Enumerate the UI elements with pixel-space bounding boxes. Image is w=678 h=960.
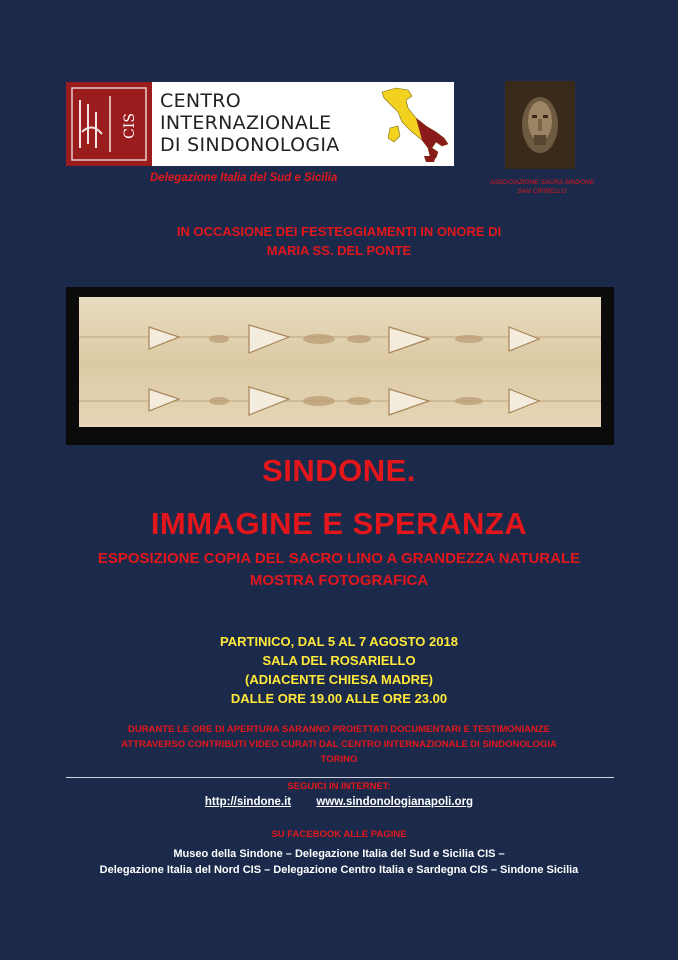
- shroud-face-graphic: [505, 81, 575, 169]
- event-venue: SALA DEL ROSARIELLO: [262, 653, 416, 668]
- exhibition-title-line-1: SINDONE.: [262, 453, 416, 488]
- notice-line-3: TORINO: [320, 754, 358, 765]
- association-label: [472, 178, 612, 196]
- event-venue-note: (ADIACENTE CHIESA MADRE): [244, 672, 434, 687]
- occasion-line-1: IN OCCASIONE DEI FESTEGGIAMENTI IN ONORE DI: [176, 224, 502, 239]
- occasion-text: [0, 222, 678, 260]
- exhibition-subtitle: [0, 548, 678, 592]
- event-date: PARTINICO, DAL 5 AL 7 AGOSTO 2018: [220, 634, 458, 649]
- event-details: [0, 632, 678, 708]
- sindonologianapoli-link[interactable]: www.sindonologianapoli.org: [316, 796, 474, 808]
- occasion-line-2: MARIA SS. DEL PONTE: [266, 243, 412, 258]
- follow-label: SEGUICI IN INTERNET:: [287, 781, 391, 792]
- association-line-2: SAN CIPIRELLO: [517, 188, 567, 195]
- cis-name-line-2: INTERNAZIONALE: [160, 112, 332, 134]
- cis-logo-banner: [66, 82, 454, 166]
- association-line-1: ASSOCIAZIONE SACRA SINDONE: [489, 179, 595, 186]
- facebook-pages-line-2: Delegazione Italia del Nord CIS – Delegazione Centro Italia e Sardegna CIS – Sindone Sicilia: [99, 864, 579, 876]
- cis-emblem-graphic: [66, 82, 152, 166]
- shroud-cloth-graphic: [79, 297, 601, 427]
- italy-map-icon: [378, 86, 454, 164]
- cis-name-line-1: CENTRO: [160, 90, 242, 112]
- delegation-subtitle: Delegazione Italia del Sud e Sicilia: [150, 172, 338, 184]
- screening-notice: [0, 722, 678, 767]
- cis-emblem-text: CIS: [122, 113, 138, 139]
- notice-line-2: ATTRAVERSO CONTRIBUTI VIDEO CURATI DAL CENTRO INTERNAZIONALE DI SINDONOLOGIA: [121, 739, 557, 750]
- subtitle-line-1: ESPOSIZIONE COPIA DEL SACRO LINO A GRANDEZZA NATURALE: [97, 550, 581, 567]
- notice-line-1: DURANTE LE ORE DI APERTURA SARANNO PROIETTATI DOCUMENTARI E TESTIMONIANZE: [127, 724, 551, 735]
- exhibition-title-line-2: IMMAGINE E SPERANZA: [150, 506, 528, 541]
- facebook-pages-line-1: Museo della Sindone – Delegazione Italia del Sud e Sicilia CIS –: [173, 848, 505, 860]
- divider: [66, 777, 614, 778]
- cis-name-line-3: DI SINDONOLOGIA: [160, 134, 340, 156]
- subtitle-line-2: MOSTRA FOTOGRAFICA: [249, 572, 429, 589]
- website-links: [0, 796, 678, 808]
- facebook-label: SU FACEBOOK ALLE PAGINE: [271, 829, 407, 840]
- cis-name: [160, 90, 340, 156]
- event-hours: DALLE ORE 19.00 ALLE ORE 23.00: [230, 691, 448, 706]
- cis-emblem: [66, 82, 152, 166]
- shroud-full-image: [66, 287, 614, 445]
- shroud-face-image: [505, 81, 575, 169]
- sindone-link[interactable]: http://sindone.it: [204, 796, 292, 808]
